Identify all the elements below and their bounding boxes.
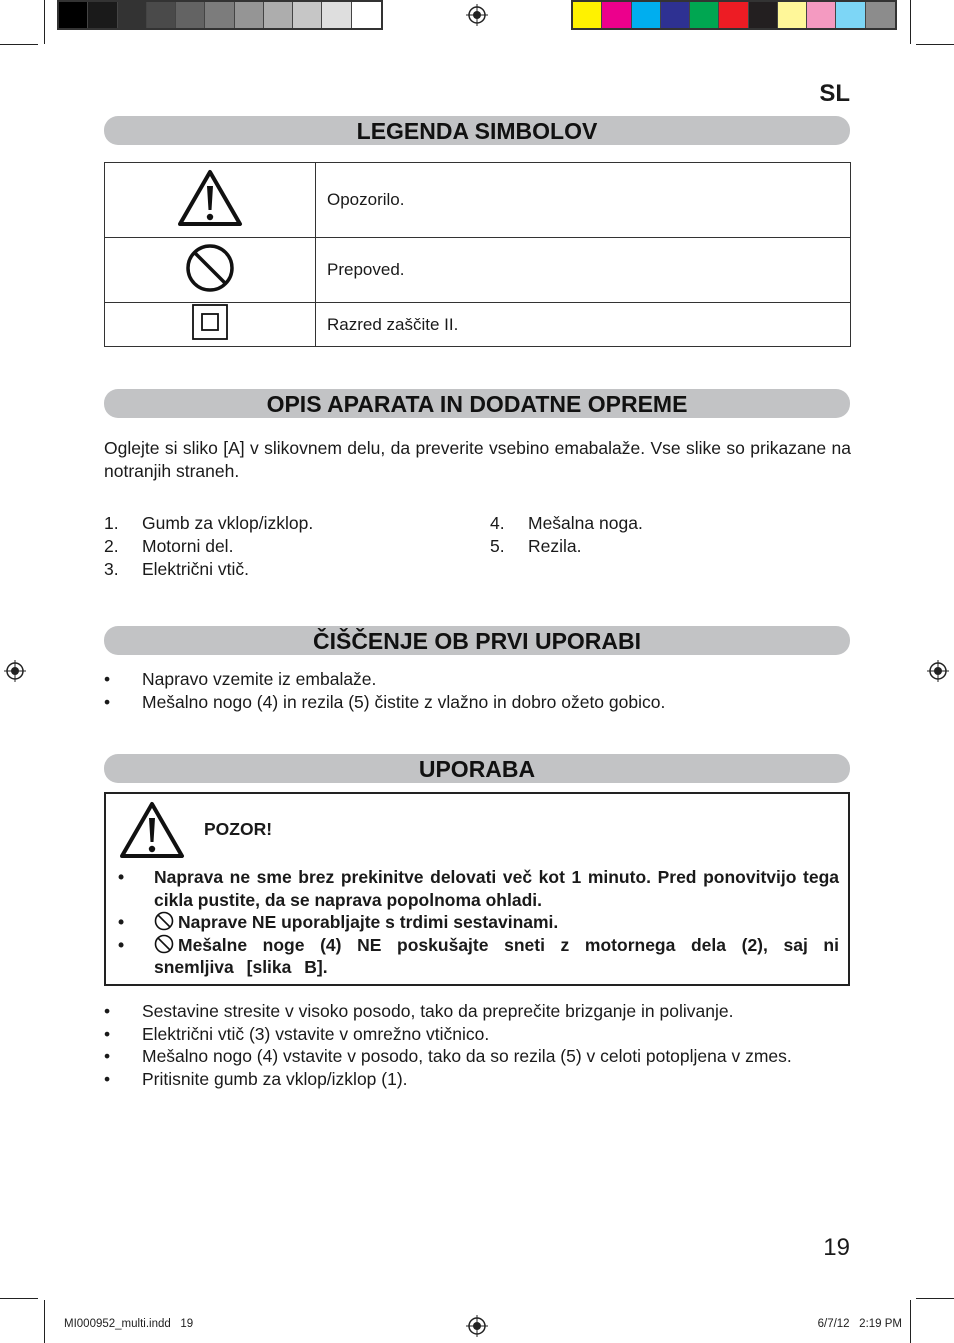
bullet: • — [104, 1068, 111, 1089]
crop-mark — [44, 0, 45, 44]
list-text: Mešalne noge (4) NE poskušajte sneti z motornega dela (2), saj ni snemljiva [slika B]. — [154, 934, 839, 977]
list-text: Naprava ne sme brez prekinitve delovati več kot 1 minuto. Pred ponovitvijo tega cikla pustite, da se naprava popolnoma ohladi. — [154, 867, 839, 910]
footer-file-info: MI000952_multi.indd 19 — [64, 1318, 194, 1330]
legend-row — [105, 238, 851, 303]
registration-mark-icon — [4, 660, 26, 682]
bullet: • — [104, 1001, 111, 1021]
crop-mark — [910, 1300, 911, 1343]
list-label: Električni vtič. — [142, 559, 249, 579]
bullet: • — [118, 867, 125, 887]
list-item — [116, 911, 839, 934]
list-item — [104, 1068, 850, 1091]
section-title-cleaning: ČIŠČENJE OB PRVI UPORABI — [104, 626, 850, 655]
prohibition-icon — [154, 934, 174, 954]
list-text: Napravo vzemite iz embalaže. — [142, 669, 377, 689]
legend-text: Prepoved. — [316, 238, 851, 303]
list-number: 2. — [104, 536, 119, 556]
class-ii-icon — [192, 304, 228, 340]
crop-mark — [916, 1298, 954, 1299]
list-item — [104, 535, 313, 558]
section-title-usage: UPORABA — [104, 754, 850, 783]
registration-mark-icon — [466, 1315, 488, 1337]
legend-row — [105, 303, 851, 347]
list-number: 5. — [490, 536, 505, 556]
intro-paragraph: Oglejte si sliko [A] v slikovnem delu, da preverite vsebino emabalaže. Vse slike so prikazane na notranjih straneh. — [104, 438, 851, 481]
crop-mark — [0, 44, 38, 45]
list-number: 3. — [104, 559, 119, 579]
list-item — [104, 1045, 850, 1068]
list-number: 4. — [490, 513, 505, 533]
color-swatch — [293, 2, 322, 28]
color-swatch — [118, 2, 147, 28]
color-swatch — [778, 2, 807, 28]
registration-mark-icon — [466, 4, 488, 26]
warning-triangle-icon — [118, 800, 186, 860]
color-swatch — [88, 2, 117, 28]
crop-mark — [44, 1300, 45, 1343]
prohibition-icon — [185, 243, 235, 293]
warning-title: POZOR! — [204, 819, 273, 839]
color-swatch — [749, 2, 778, 28]
legend-text: Razred zaščite II. — [316, 303, 851, 347]
grayscale-color-bar — [57, 0, 383, 30]
color-swatch — [602, 2, 631, 28]
list-item — [116, 934, 839, 979]
bullet: • — [118, 912, 125, 932]
bullet: • — [104, 691, 111, 712]
bullet: • — [104, 1023, 111, 1044]
color-swatch — [147, 2, 176, 28]
crop-mark — [916, 44, 954, 45]
legend-row — [105, 163, 851, 238]
color-swatch — [322, 2, 351, 28]
list-label: Mešalna noga. — [528, 513, 643, 533]
usage-steps-list — [104, 1000, 850, 1090]
list-item — [490, 512, 643, 535]
warning-list — [116, 866, 839, 979]
crop-mark — [0, 1298, 38, 1299]
color-swatch — [573, 2, 602, 28]
page-number: 19 — [823, 1234, 850, 1261]
color-swatch — [866, 2, 895, 28]
section-title-description: OPIS APARATA IN DODATNE OPREME — [104, 389, 850, 418]
list-label: Rezila. — [528, 536, 582, 556]
list-item — [104, 1000, 850, 1023]
process-color-bar — [571, 0, 897, 30]
color-swatch — [176, 2, 205, 28]
list-text: Naprave NE uporabljajte s trdimi sestavinami. — [178, 912, 559, 932]
cleaning-list — [104, 668, 850, 713]
list-item — [490, 535, 643, 558]
prohibition-icon — [154, 911, 174, 931]
list-item — [116, 866, 839, 911]
color-swatch — [690, 2, 719, 28]
list-item — [104, 1023, 850, 1046]
color-swatch — [264, 2, 293, 28]
list-number: 1. — [104, 513, 119, 533]
bullet: • — [118, 934, 125, 955]
list-item — [104, 668, 850, 691]
language-code: SL — [819, 80, 850, 107]
parts-list-left — [104, 512, 313, 581]
legend-text: Opozorilo. — [316, 163, 851, 238]
list-item — [104, 691, 850, 714]
list-text: Električni vtič (3) vstavite v omrežno vtičnico. — [142, 1023, 490, 1044]
color-swatch — [235, 2, 264, 28]
list-text: Mešalno nogo (4) vstavite v posodo, tako da so rezila (5) v celoti potopljena v zmes. — [142, 1046, 792, 1066]
list-label: Motorni del. — [142, 536, 234, 556]
footer-date-info: 6/7/12 2:19 PM — [817, 1318, 902, 1330]
color-swatch — [836, 2, 865, 28]
color-swatch — [59, 2, 88, 28]
color-swatch — [352, 2, 381, 28]
legend-table — [104, 162, 851, 347]
warning-triangle-icon — [176, 168, 244, 228]
crop-mark — [910, 0, 911, 44]
list-label: Gumb za vklop/izklop. — [142, 513, 314, 533]
color-swatch — [719, 2, 748, 28]
bullet: • — [104, 669, 111, 689]
list-text: Mešalno nogo (4) in rezila (5) čistite z vlažno in dobro ožeto gobico. — [142, 691, 666, 712]
color-swatch — [632, 2, 661, 28]
registration-mark-icon — [927, 660, 949, 682]
color-swatch — [661, 2, 690, 28]
warning-box — [104, 792, 850, 986]
list-item — [104, 512, 313, 535]
color-swatch — [205, 2, 234, 28]
bullet: • — [104, 1046, 111, 1066]
list-text: Sestavine stresite v visoko posodo, tako da preprečite brizganje in polivanje. — [142, 1001, 734, 1021]
parts-list-right — [490, 512, 643, 558]
color-swatch — [807, 2, 836, 28]
list-text: Pritisnite gumb za vklop/izklop (1). — [142, 1068, 408, 1089]
section-title-legend: LEGENDA SIMBOLOV — [104, 116, 850, 145]
list-item — [104, 558, 313, 581]
